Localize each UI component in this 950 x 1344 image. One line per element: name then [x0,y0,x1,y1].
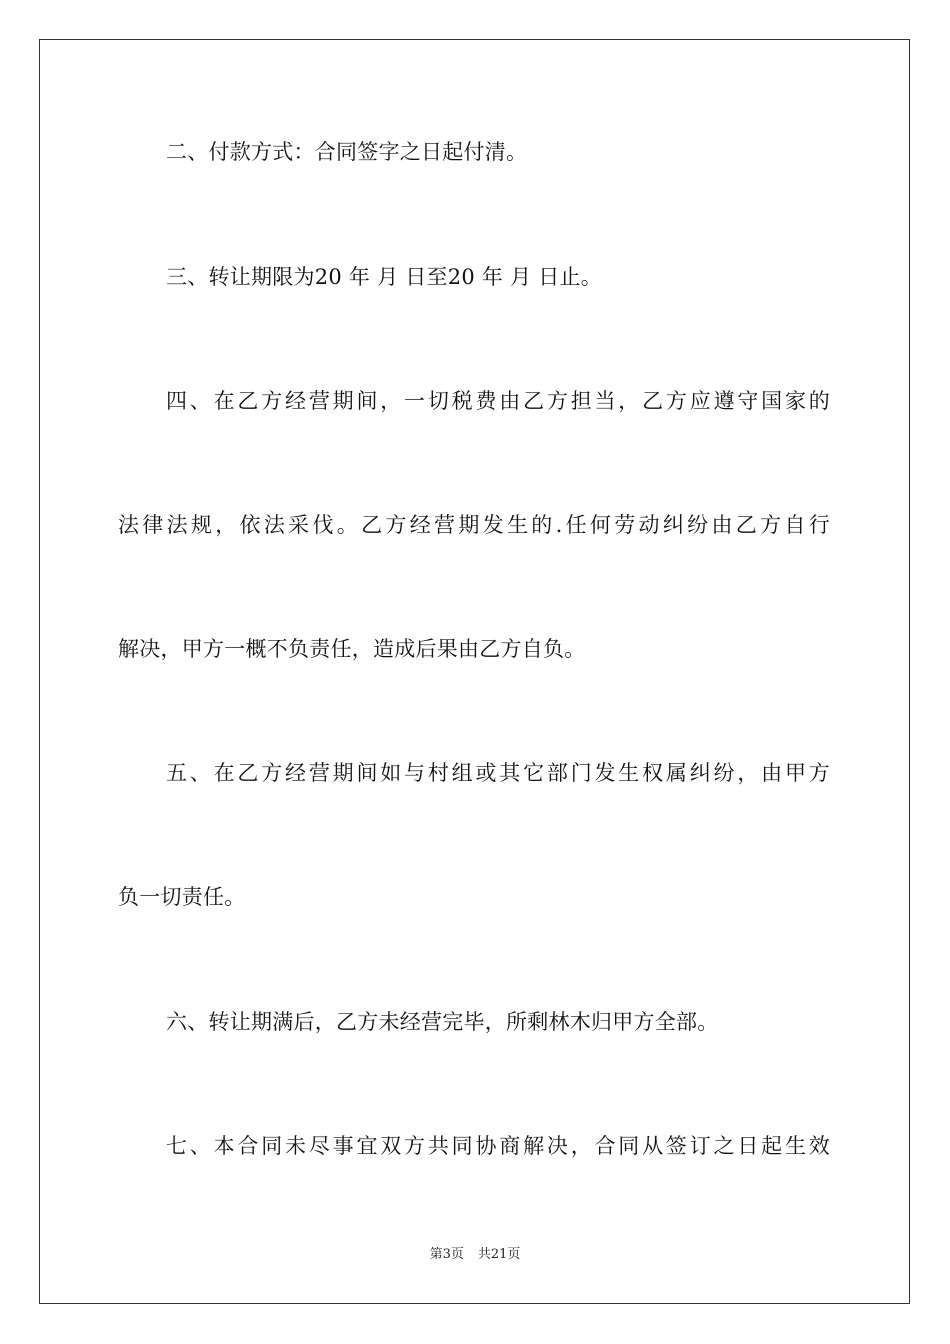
page-footer [0,1246,950,1264]
clause-7-line: 七、本合同未尽事宜双方共同协商解决，合同从签订之日起生效 [166,1134,830,1158]
clause-3-line: 三、转让期限为20 年 月 日至20 年 月 日止。 [166,265,602,289]
clause-4-line-2: 法律法规，依法采伐。乙方经营期发生的.任何劳动纠纷由乙方自行 [118,513,830,537]
page-border [39,39,910,1304]
clause-4-line-1: 四、在乙方经营期间，一切税费由乙方担当，乙方应遵守国家的 [166,389,830,413]
total-pages: 共21页 [477,1247,521,1262]
clause-4-line-3: 解决，甲方一概不负责任，造成后果由乙方自负。 [118,637,586,661]
clause-5-line-2: 负一切责任。 [118,885,246,909]
clause-2-line: 二、付款方式：合同签字之日起付清。 [166,140,528,164]
clause-6-line: 六、转让期满后，乙方未经营完毕，所剩林木归甲方全部。 [166,1010,719,1034]
clause-5-line-1: 五、在乙方经营期间如与村组或其它部门发生权属纠纷，由甲方 [166,761,830,785]
page-number: 第3页 [429,1247,464,1262]
